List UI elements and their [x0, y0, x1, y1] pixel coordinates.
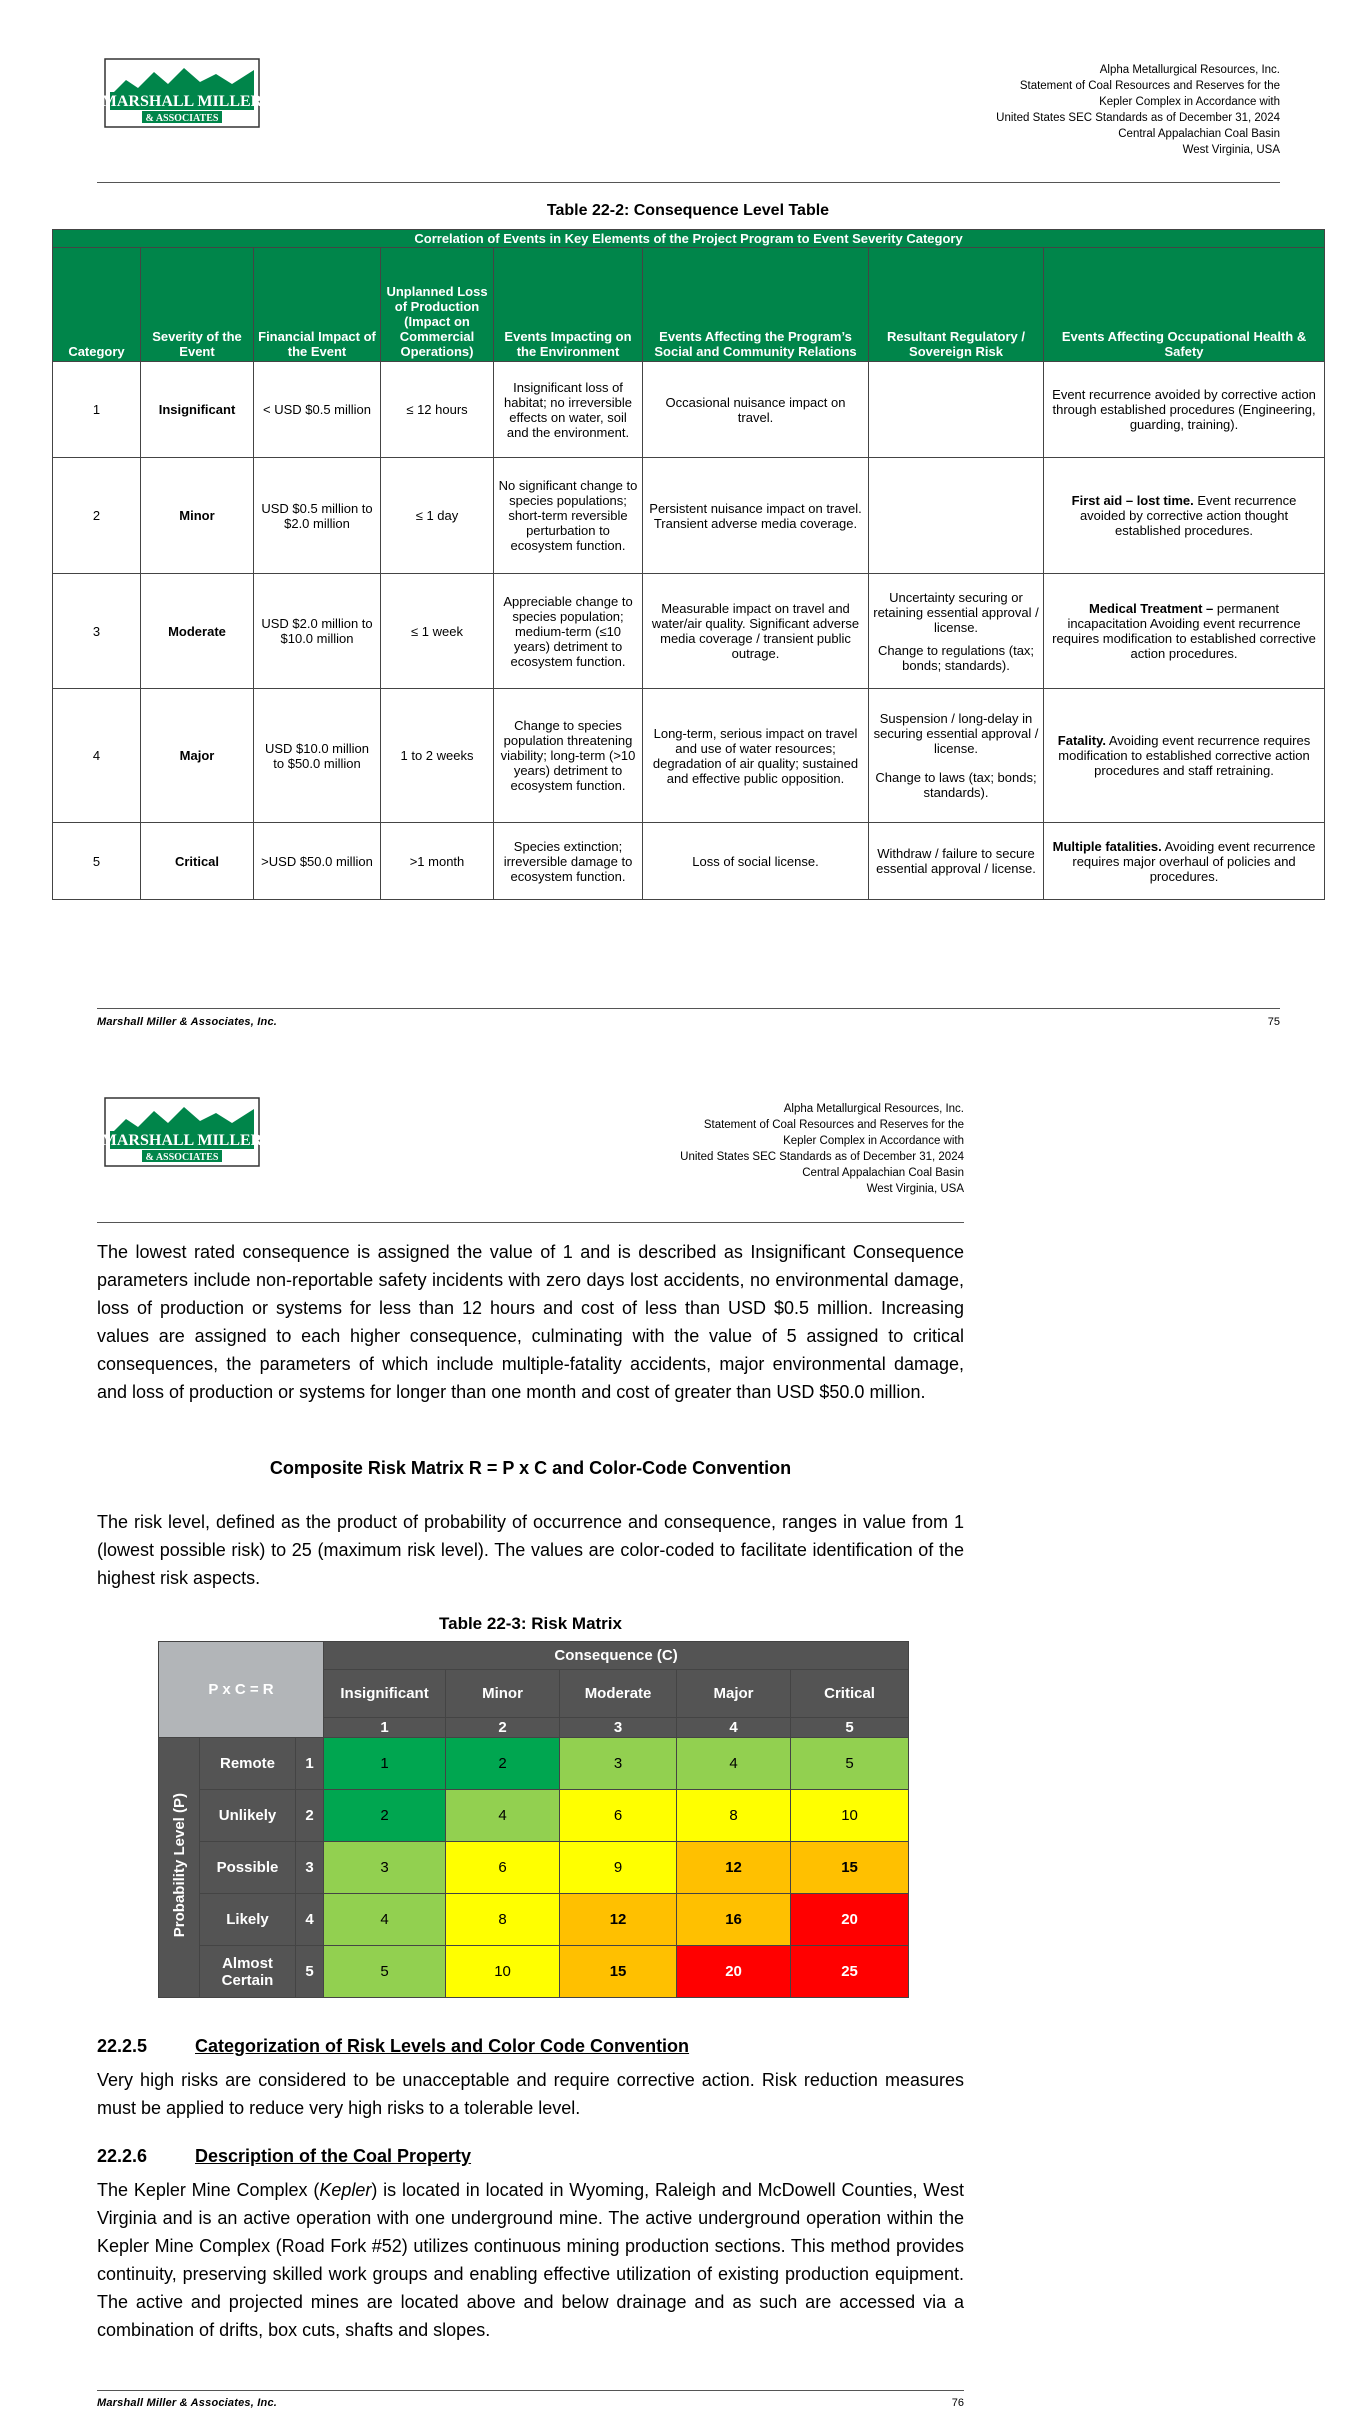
cell-category: 4 [53, 689, 141, 823]
risk-cell: 3 [560, 1738, 677, 1790]
risk-cell: 15 [560, 1946, 677, 1998]
table-row [53, 362, 1325, 458]
table-row [53, 689, 1325, 823]
cell-social: Loss of social license. [643, 823, 869, 900]
cell-regulatory [869, 362, 1044, 458]
header-line: Kepler Complex in Accordance with [783, 1135, 964, 1147]
ohs-text: Event recurrence avoided by corrective action thought established procedures. [1079, 493, 1297, 538]
risk-cell: 5 [791, 1738, 909, 1790]
header-line: Central Appalachian Coal Basin [1118, 128, 1280, 140]
svg-text:& ASSOCIATES: & ASSOCIATES [145, 113, 219, 124]
section-heading-22-2-6 [97, 2146, 471, 2167]
risk-cell: 20 [791, 1894, 909, 1946]
risk-cell: 12 [677, 1842, 791, 1894]
section-heading-22-2-5 [97, 2036, 689, 2057]
risk-cell: 9 [560, 1842, 677, 1894]
probability-level: 1 [296, 1738, 324, 1790]
page-number: 76 [951, 2397, 964, 2409]
svg-text:MARSHALL MILLER: MARSHALL MILLER [104, 93, 260, 110]
header-line: United States SEC Standards as of December 31, 2024 [996, 112, 1280, 124]
probability-level: 4 [296, 1894, 324, 1946]
cell-severity: Insignificant [141, 362, 254, 458]
risk-cell: 3 [324, 1842, 446, 1894]
consequence-header: Minor [446, 1670, 560, 1718]
cell-ohs [1044, 574, 1325, 689]
cell-production: ≤ 1 week [381, 574, 494, 689]
matrix-corner-label: P x C = R [159, 1642, 324, 1738]
header-line: Kepler Complex in Accordance with [1099, 96, 1280, 108]
ohs-text: permanent incapacitation Avoiding event recurrence requires modification to established corrective action procedures. [1052, 601, 1316, 661]
header-line: Statement of Coal Resources and Reserves for the [1019, 80, 1280, 92]
cell-ohs [1044, 458, 1325, 574]
probability-axis-text: Probability Level (P) [170, 1793, 188, 1938]
cell-ohs [1044, 362, 1325, 458]
header-line: United States SEC Standards as of December 31, 2024 [680, 1151, 964, 1163]
cell-regulatory [869, 458, 1044, 574]
cell-production: >1 month [381, 823, 494, 900]
risk-cell: 12 [560, 1894, 677, 1946]
risk-cell: 2 [446, 1738, 560, 1790]
cell-financial: USD $0.5 million to $2.0 million [254, 458, 381, 574]
header-line: West Virginia, USA [1182, 144, 1280, 156]
cell-production: ≤ 1 day [381, 458, 494, 574]
body-paragraph: The lowest rated consequence is assigned the value of 1 and is described as Insignificant Consequence parameters include non-reportable safety incidents with zero days lost accidents, no environmental damage, loss of production or systems for less than 12 hours and cost of less than USD $0.5 million. Increasing values are assigned to each higher consequence, culminating with the value of 5 assigned to critical consequences, the parameters of which include multiple-fatality accidents, major environmental damage, and loss of production or systems for longer than one month and cost of greater than USD $50.0 million. [97, 1242, 964, 1402]
footer-firm: Marshall Miller & Associates, Inc. [97, 2397, 278, 2409]
column-header: Resultant Regulatory / Sovereign Risk [869, 248, 1044, 362]
risk-cell: 6 [560, 1790, 677, 1842]
cell-environment: No significant change to species populations; short-term reversible perturbation to ecosystem function. [494, 458, 643, 574]
cell-regulatory [869, 823, 1044, 900]
page-header [780, 62, 1280, 158]
risk-cell: 20 [677, 1946, 791, 1998]
footer-divider [97, 2390, 964, 2391]
risk-cell: 4 [446, 1790, 560, 1842]
risk-cell: 6 [446, 1842, 560, 1894]
consequence-axis-label: Consequence (C) [324, 1642, 909, 1670]
header-company: Alpha Metallurgical Resources, Inc. [783, 1103, 964, 1115]
cell-social: Measurable impact on travel and water/air quality. Significant adverse media coverage / transient public outrage. [643, 574, 869, 689]
column-header: Events Affecting Occupational Health & Safety [1044, 248, 1325, 362]
cell-severity: Moderate [141, 574, 254, 689]
probability-header: Unlikely [200, 1790, 296, 1842]
cell-production: ≤ 12 hours [381, 362, 494, 458]
column-header: Unplanned Loss of Production (Impact on Commercial Operations) [381, 248, 494, 362]
cell-financial: < USD $0.5 million [254, 362, 381, 458]
probability-level: 5 [296, 1946, 324, 1998]
body-paragraph [97, 2176, 964, 2344]
header-line: Central Appalachian Coal Basin [802, 1167, 964, 1179]
risk-cell: 4 [324, 1894, 446, 1946]
page-header [464, 1101, 964, 1197]
cell-environment: Insignificant loss of habitat; no irreversible effects on water, soil and the environment. [494, 362, 643, 458]
cell-severity: Critical [141, 823, 254, 900]
cell-production: 1 to 2 weeks [381, 689, 494, 823]
table-22-2-title: Table 22-2: Consequence Level Table [546, 202, 830, 219]
risk-cell: 1 [324, 1738, 446, 1790]
cell-regulatory [869, 689, 1044, 823]
table-22-3-title: Table 22-3: Risk Matrix [439, 1614, 622, 1633]
body-paragraph: The risk level, defined as the product of probability of occurrence and consequence, ranges in value from 1 (lowest possible risk) to 25 (maximum risk level). The values are color-coded to facilitate identification of the highest risk aspects. [97, 1512, 964, 1588]
table-row [53, 823, 1325, 900]
svg-text:MARSHALL MILLER: MARSHALL MILLER [104, 1132, 260, 1149]
risk-cell: 15 [791, 1842, 909, 1894]
company-logo [104, 1097, 260, 1167]
cell-environment: Species extinction; irreversible damage to ecosystem function. [494, 823, 643, 900]
regulatory-text: Withdraw / failure to secure essential approval / license. [876, 846, 1036, 876]
header-divider [97, 1222, 964, 1223]
consequence-header: Major [677, 1670, 791, 1718]
column-header: Events Affecting the Program’s Social and Community Relations [643, 248, 869, 362]
probability-header: Almost Certain [200, 1946, 296, 1998]
regulatory-text: Uncertainty securing or retaining essential approval / license. [873, 589, 1039, 635]
cell-financial: USD $2.0 million to $10.0 million [254, 574, 381, 689]
cell-environment: Appreciable change to species population; medium-term (≤10 years) detriment to ecosystem function. [494, 574, 643, 689]
cell-category: 1 [53, 362, 141, 458]
paragraph-text: The Kepler Mine Complex ( [97, 2180, 320, 2200]
cell-category: 2 [53, 458, 141, 574]
paragraph-text: ) is located in located in Wyoming, Raleigh and McDowell Counties, West Virginia and is an active operation with one underground mine. The active underground operation within the Kepler Mine Complex (Road Fork #52) utilizes continuous mining production sections. This method provides continuity, preserving skilled work groups and enabling effective utilization of existing production equipment. The active and projected mines are located above and below drainage and as such are accessed via a combination of drifts, box cuts, shafts and slopes. [97, 2180, 964, 2340]
column-header: Events Impacting on the Environment [494, 248, 643, 362]
risk-cell: 5 [324, 1946, 446, 1998]
column-header: Category [53, 248, 141, 362]
ohs-text: Event recurrence avoided by corrective action through established procedures (Engineering, guarding, training). [1052, 387, 1316, 432]
consequence-level: 5 [791, 1718, 909, 1738]
risk-cell: 25 [791, 1946, 909, 1998]
footer-divider [97, 1008, 1280, 1009]
header-divider [97, 182, 1280, 183]
header-line: West Virginia, USA [866, 1183, 964, 1195]
ohs-text: Avoiding event recurrence requires modification to established corrective action procedures and staff retraining. [1058, 733, 1311, 778]
risk-cell: 8 [677, 1790, 791, 1842]
consequence-level: 4 [677, 1718, 791, 1738]
table-row [53, 458, 1325, 574]
column-header: Financial Impact of the Event [254, 248, 381, 362]
ohs-bold-text: First aid – lost time. [1071, 493, 1194, 508]
cell-social: Long-term, serious impact on travel and use of water resources; degradation of air quality; sustained and effective public opposition. [643, 689, 869, 823]
ohs-bold-text: Fatality. [1057, 733, 1106, 748]
consequence-level-table [52, 229, 1325, 900]
cell-ohs [1044, 823, 1325, 900]
cell-regulatory [869, 574, 1044, 689]
section-number: 22.2.5 [97, 2036, 148, 2056]
probability-level: 2 [296, 1790, 324, 1842]
cell-category: 5 [53, 823, 141, 900]
regulatory-text: Suspension / long-delay in securing essential approval / license. [873, 711, 1039, 756]
probability-header: Possible [200, 1842, 296, 1894]
regulatory-text-2: Change to regulations (tax; bonds; standards). [877, 642, 1035, 673]
table-row [53, 574, 1325, 689]
section-number: 22.2.6 [97, 2146, 148, 2166]
risk-matrix-table [158, 1641, 909, 1998]
ohs-text: Avoiding event recurrence requires major overhaul of policies and procedures. [1072, 838, 1316, 884]
probability-level: 3 [296, 1842, 324, 1894]
cell-category: 3 [53, 574, 141, 689]
cell-financial: USD $10.0 million to $50.0 million [254, 689, 381, 823]
cell-social: Occasional nuisance impact on travel. [643, 362, 869, 458]
consequence-header: Critical [791, 1670, 909, 1718]
regulatory-text-2: Change to laws (tax; bonds; standards). [875, 770, 1037, 800]
probability-header: Likely [200, 1894, 296, 1946]
probability-axis-label [159, 1738, 200, 1998]
risk-cell: 2 [324, 1790, 446, 1842]
consequence-level: 2 [446, 1718, 560, 1738]
cell-environment: Change to species population threatening viability; long-term (>10 years) detriment to ecosystem function. [494, 689, 643, 823]
ohs-bold-text: Medical Treatment – [1089, 601, 1214, 616]
risk-cell: 10 [446, 1946, 560, 1998]
page-number: 75 [1267, 1016, 1280, 1028]
risk-cell: 16 [677, 1894, 791, 1946]
section-title: Categorization of Risk Levels and Color Code Convention [195, 2036, 690, 2056]
ohs-bold-text: Multiple fatalities. [1052, 838, 1162, 854]
cell-financial: >USD $50.0 million [254, 823, 381, 900]
cell-severity: Major [141, 689, 254, 823]
header-line: Statement of Coal Resources and Reserves for the [703, 1119, 964, 1131]
consequence-header: Insignificant [324, 1670, 446, 1718]
consequence-header: Moderate [560, 1670, 677, 1718]
risk-cell: 4 [677, 1738, 791, 1790]
section-title: Description of the Coal Property [195, 2146, 472, 2166]
probability-header: Remote [200, 1738, 296, 1790]
footer-firm: Marshall Miller & Associates, Inc. [97, 1016, 278, 1028]
svg-text:& ASSOCIATES: & ASSOCIATES [145, 1152, 219, 1163]
cell-ohs [1044, 689, 1325, 823]
consequence-level: 1 [324, 1718, 446, 1738]
cell-social: Persistent nuisance impact on travel. Transient adverse media coverage. [643, 458, 869, 574]
risk-cell: 10 [791, 1790, 909, 1842]
header-company: Alpha Metallurgical Resources, Inc. [1099, 64, 1280, 76]
table-span-header: Correlation of Events in Key Elements of the Project Program to Event Severity Category [53, 230, 1325, 248]
body-paragraph: Very high risks are considered to be unacceptable and require corrective action. Risk reduction measures must be applied to reduce very high risks to a tolerable level. [97, 2070, 964, 2118]
risk-cell: 8 [446, 1894, 560, 1946]
company-logo [104, 58, 260, 128]
consequence-level: 3 [560, 1718, 677, 1738]
cell-severity: Minor [141, 458, 254, 574]
matrix-heading: Composite Risk Matrix R = P x C and Color-Code Convention [269, 1458, 792, 1478]
paragraph-italic-text: Kepler [319, 2180, 372, 2200]
column-header: Severity of the Event [141, 248, 254, 362]
